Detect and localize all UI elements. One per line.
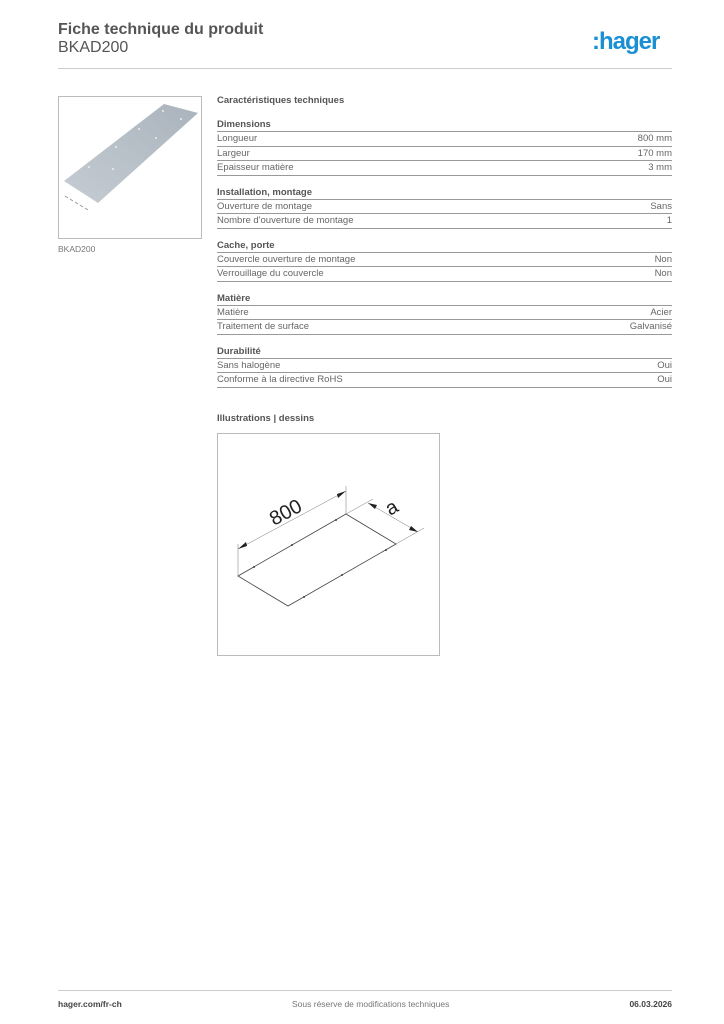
dimension-width-label: a — [381, 495, 403, 521]
spec-section — [217, 239, 672, 282]
spec-label: Verrouillage du couvercle — [217, 268, 324, 279]
spec-label: Couvercle ouverture de montage — [217, 253, 356, 265]
footer-notice: Sous réserve de modifications techniques — [292, 999, 450, 1009]
spec-value: Non — [654, 253, 672, 265]
section-title: Cache, porte — [217, 239, 672, 253]
spec-value: Oui — [657, 374, 672, 385]
spec-row — [217, 132, 672, 147]
footer-date: 06.03.2026 — [629, 999, 672, 1009]
section-title: Durabilité — [217, 345, 672, 359]
spec-value: Oui — [657, 359, 672, 371]
spec-value: 170 mm — [637, 147, 672, 159]
spec-row — [217, 306, 672, 321]
spec-row — [217, 147, 672, 162]
spec-label: Traitement de surface — [217, 321, 310, 332]
spec-value: 800 mm — [637, 133, 672, 144]
spec-label: Epaisseur matière — [217, 162, 294, 173]
spec-label: Nombre d'ouverture de montage — [217, 215, 354, 226]
spec-value: 1 — [666, 215, 672, 226]
spec-label: Ouverture de montage — [217, 200, 313, 212]
section-title: Matière — [217, 292, 672, 306]
spec-label: Longueur — [217, 133, 258, 144]
footer-divider — [58, 990, 672, 991]
spec-row — [217, 359, 672, 374]
spec-row — [217, 200, 672, 215]
section-title: Installation, montage — [217, 186, 672, 200]
header-divider — [58, 68, 672, 69]
product-image — [58, 96, 202, 239]
spec-row — [217, 161, 672, 176]
section-title: Dimensions — [217, 118, 672, 132]
spec-section — [217, 292, 672, 335]
spec-value: 3 mm — [648, 162, 672, 173]
spec-label: Conforme à la directive RoHS — [217, 374, 343, 385]
spec-row — [217, 253, 672, 268]
spec-section — [217, 186, 672, 229]
specs-title: Caractéristiques techniques — [217, 95, 345, 106]
spec-row — [217, 373, 672, 388]
dimension-length-label: 800 — [266, 495, 306, 531]
product-code: BKAD200 — [58, 39, 129, 56]
spec-row — [217, 320, 672, 335]
spec-label: Matière — [217, 306, 249, 318]
spec-value: Acier — [650, 306, 672, 318]
product-image-caption: BKAD200 — [58, 244, 96, 254]
spec-section — [217, 345, 672, 388]
footer-website[interactable]: hager.com/fr-ch — [58, 999, 122, 1009]
technical-specs — [217, 95, 672, 398]
spec-row — [217, 267, 672, 282]
dimension-drawing — [217, 433, 440, 656]
spec-label: Sans halogène — [217, 359, 281, 371]
hager-logo: :hager — [592, 28, 660, 55]
spec-value: Galvanisé — [629, 321, 672, 332]
page-title: Fiche technique du produit — [58, 21, 264, 38]
spec-section — [217, 118, 672, 176]
spec-label: Largeur — [217, 147, 250, 159]
illustrations-title: Illustrations | dessins — [217, 413, 315, 424]
spec-value: Non — [654, 268, 672, 279]
spec-row — [217, 214, 672, 229]
spec-value: Sans — [650, 200, 672, 212]
